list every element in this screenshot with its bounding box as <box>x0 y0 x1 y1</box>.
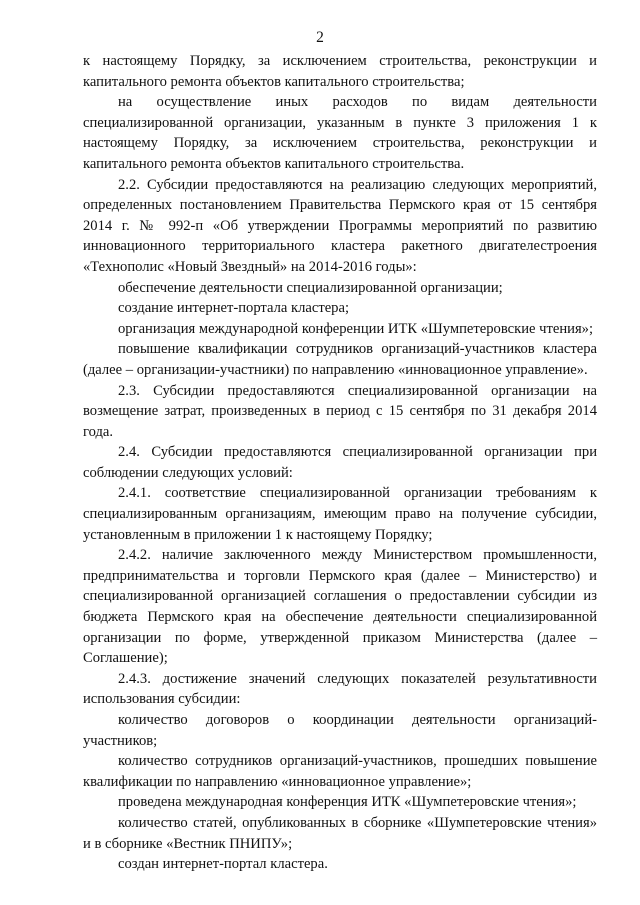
paragraph: 2.2. Субсидии предоставляются на реализацию следующих мероприятий, определенных постановлением Правительства Пермского края от 15 сентября 2014 г. № 992-п «Об утверждении Программы мероприятий по развитию инновационного территориального кластера ракетного двигателестроения «Технополис «Новый Звездный» на 2014-2016 годы»: <box>83 176 597 275</box>
paragraph: количество статей, опубликованных в сборнике «Шумпетеровские чтения» и в сборнике «Вестник ПНИПУ»; <box>83 814 597 852</box>
page-number: 2 <box>316 29 324 46</box>
paragraph: организация международной конференции ИТК «Шумпетеровские чтения»; <box>118 320 594 337</box>
paragraph: 2.4.2. наличие заключенного между Министерством промышленности, предпринимательства и торговли Пермского края (далее – Министерство) и специализированной организацией соглашения о предоставлении субсидии из бюджета Пермского края на обеспечение деятельности специализированной организации по форме, утвержденной приказом Министерства (далее – Соглашение); <box>83 547 597 667</box>
paragraph: создание интернет-портала кластера; <box>118 300 350 317</box>
document-body <box>83 51 597 875</box>
paragraph: на осуществление иных расходов по видам деятельности специализированной организации, указанным в пункте 3 приложения 1 к настоящему Порядку, за исключением строительства, реконструкции и капитального ремонта объектов капитального строительства. <box>83 94 597 172</box>
paragraph: количество сотрудников организаций-участников, прошедших повышение квалификации по направлению «инновационное управление»; <box>83 753 597 790</box>
paragraph: 2.4.1. соответствие специализированной организации требованиям к специализированным организациям, имеющим право на получение субсидии, установленным в приложении 1 к настоящему Порядку; <box>83 485 597 543</box>
paragraph: повышение квалификации сотрудников организаций-участников кластера (далее – организации-участники) по направлению «инновационное управление». <box>83 341 597 378</box>
paragraph: к настоящему Порядку, за исключением строительства, реконструкции и капитального ремонта объектов капитального строительства; <box>83 53 597 90</box>
paragraph: обеспечение деятельности специализированной организации; <box>118 279 503 296</box>
paragraph: 2.3. Субсидии предоставляются специализированной организации на возмещение затрат, произведенных в период с 15 сентября по 31 декабря 2014 года. <box>83 382 597 440</box>
paragraph: 2.4. Субсидии предоставляются специализированной организации при соблюдении следующих условий: <box>83 444 597 481</box>
paragraph: создан интернет-портал кластера. <box>118 856 328 873</box>
paragraph: проведена международная конференция ИТК «Шумпетеровские чтения»; <box>118 794 577 811</box>
paragraph: количество договоров о координации деятельности организаций-участников; <box>83 712 597 749</box>
paragraph: 2.4.3. достижение значений следующих показателей результативности использования субсидии: <box>83 670 597 708</box>
